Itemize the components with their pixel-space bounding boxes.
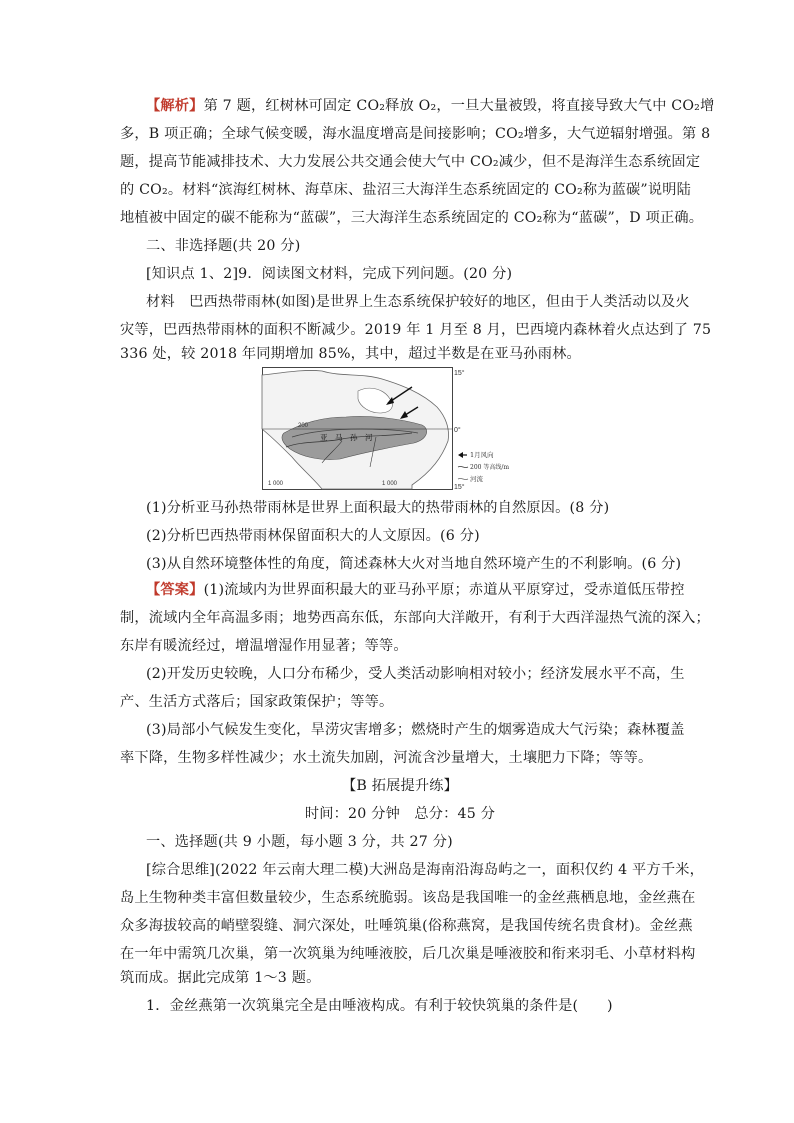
- passage-line-3: 众多海拔较高的峭壁裂缝、洞穴深处，吐唾筑巢(俗称燕窝，是我国传统名贵食材)。金丝燕: [120, 918, 693, 934]
- analysis-line-4: 的 CO₂。材料“滨海红树林、海草床、盐沼三大海洋生态系统固定的 CO₂称为蓝碳”说明陆: [120, 182, 692, 198]
- amazon-map-figure: [262, 367, 510, 491]
- answer-line-7: 率下降，生物多样性减少；水土流失加剧，河流含沙量增大，土壤肥力下降；等等。: [120, 750, 653, 766]
- choice-question-1: 1．金丝燕第一次筑巢完全是由唾液构成。有利于较快筑巢的条件是( ): [146, 998, 613, 1014]
- lat-top-label: 15°: [454, 370, 465, 377]
- legend-river-label: 河流: [470, 475, 483, 483]
- answer-line-1: [146, 580, 685, 600]
- analysis-line-1: [146, 96, 715, 116]
- question-9-intro: [知识点 1、2]9．阅读图文材料，完成下列问题。(20 分): [146, 266, 513, 282]
- section-b-time: 时间：20 分钟 总分：45 分: [304, 806, 496, 822]
- analysis-line-3: 题，提高节能减排技术、大力发展公共交通会使大气中 CO₂减少，但不是海洋生态系统固定: [120, 154, 701, 170]
- answer-line-6: (3)局部小气候发生变化，旱涝灾害增多；燃烧时产生的烟雾造成大气污染；森林覆盖: [146, 722, 685, 738]
- passage-line-2: 岛上生物种类丰富但数量较少，生态系统脆弱。该岛是我国唯一的金丝燕栖息地，金丝燕在: [120, 890, 696, 906]
- contour-200-label: 200: [298, 423, 309, 429]
- analysis-text-1: 第 7 题，红树林可固定 CO₂释放 O₂，一旦大量被毁，将直接导致大气中 CO₂增: [203, 98, 715, 114]
- material-line-2: 灾等，巴西热带雨林的面积不断减少。2019 年 1 月至 8 月，巴西境内森林着火点达到了 75: [120, 322, 712, 338]
- material-line-3: 336 处，较 2018 年同期增加 85%，其中，超过半数是在亚马孙雨林。: [120, 346, 581, 362]
- section-b-choice-title: 一、选择题(共 9 小题，每小题 3 分，共 27 分): [146, 834, 453, 850]
- answer-text-1: (1)流域内为世界面积最大的亚马孙平原；赤道从平原穿过，受赤道低压带控: [203, 582, 685, 598]
- passage-line-5: 筑而成。据此完成第 1～3 题。: [120, 970, 321, 986]
- analysis-line-5: 地植被中固定的碳不能称为“蓝碳”，三大海洋生态系统固定的 CO₂称为“蓝碳”，D 项正确。: [120, 210, 704, 226]
- amazon-river-label: 亚 马 孙 河: [320, 433, 373, 442]
- legend-contour-label: 200 等高线/m: [470, 464, 510, 471]
- section-2-title: 二、非选择题(共 20 分): [146, 238, 301, 254]
- answer-tag: 【答案】: [146, 582, 204, 598]
- analysis-tag: 【解析】: [146, 98, 204, 114]
- analysis-line-2: 多，B 项正确；全球气候变暖，海水温度增高是间接影响；CO₂增多，大气逆辐射增强。第 8: [120, 126, 711, 142]
- passage-line-1: [综合思维](2022 年云南大理二模)大洲岛是海南沿海岛屿之一，面积仅约 4 平方千米，: [146, 862, 704, 878]
- material-line-1: 材料 巴西热带雨林(如图)是世界上生态系统保护较好的地区，但由于人类活动以及火: [146, 294, 690, 310]
- answer-line-4: (2)开发历史较晚，人口分布稀少，受人类活动影响相对较小；经济发展水平不高，生: [146, 666, 685, 682]
- answer-line-3: 东岸有暖流经过，增温增湿作用显著；等等。: [120, 638, 408, 654]
- question-9-1: (1)分析亚马孙热带雨林是世界上面积最大的热带雨林的自然原因。(8 分): [146, 500, 610, 516]
- amazon-map: [262, 367, 510, 491]
- answer-line-5: 产、生活方式落后；国家政策保护；等等。: [120, 694, 394, 710]
- legend-wind-label: 1月风向: [470, 451, 494, 459]
- lat-bottom-label: 15°: [454, 484, 465, 491]
- passage-line-4: 在一年中需筑几次巢，第一次筑巢为纯唾液胶，后几次巢是唾液胶和衔来羽毛、小草材料构: [120, 946, 696, 962]
- contour-1000-right: 1 000: [382, 481, 398, 487]
- answer-line-2: 制，流域内全年高温多雨；地势西高东低，东部向大洋敞开，有利于大西洋湿热气流的深入；: [120, 610, 710, 626]
- contour-1000-left: 1 000: [268, 481, 284, 487]
- question-9-3: (3)从自然环境整体性的角度，简述森林大火对当地自然环境产生的不利影响。(6 分): [146, 556, 682, 572]
- section-b-title: 【B 拓展提升练】: [341, 778, 459, 794]
- question-9-2: (2)分析巴西热带雨林保留面积大的人文原因。(6 分): [146, 528, 480, 544]
- lat-mid-label: 0°: [454, 427, 461, 434]
